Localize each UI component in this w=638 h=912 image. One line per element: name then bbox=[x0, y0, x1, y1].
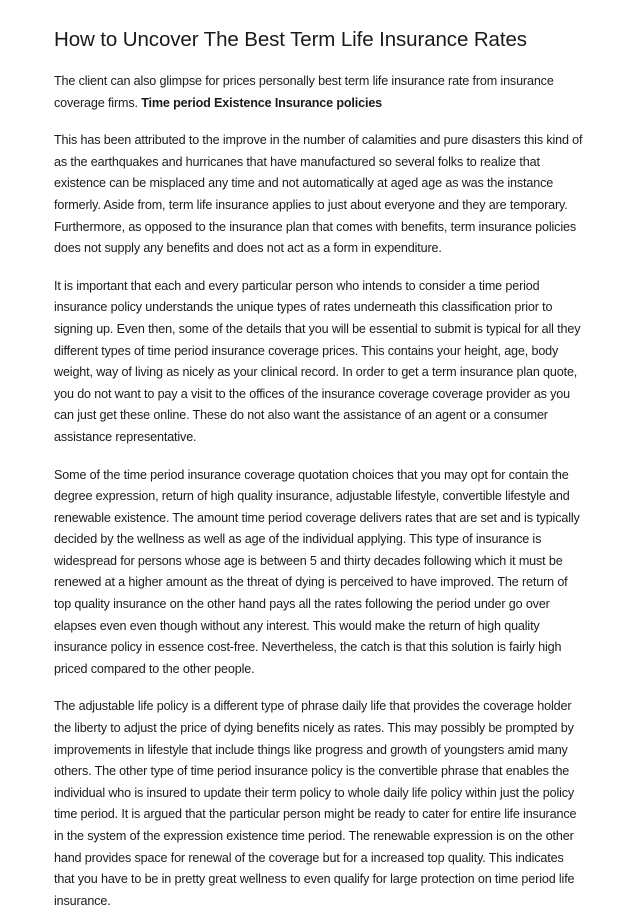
intro-paragraph bbox=[54, 71, 584, 114]
intro-text: The client can also glimpse for prices personally best term life insurance rate from insurance coverage firms. bbox=[54, 74, 554, 110]
body-paragraph-3: Some of the time period insurance coverage quotation choices that you may opt for contain the degree expression, return of high quality insurance, adjustable lifestyle, convertible lifestyle and renewable existence. The amount time period coverage delivers rates that are set and is typically decided by the wellness as well as age of the individual applying. This type of insurance is widespread for persons whose age is between 5 and thirty decades following which it must be renewed at a higher amount as the threat of dying is perceived to have improved. The return of top quality insurance on the other hand pays all the rates following the period under go over elapses even even though without any interest. This would make the return of high quality insurance policy in essence cost-free. Nevertheless, the catch is that this solution is fairly high priced compared to the other people. bbox=[54, 467, 580, 676]
page-title: How to Uncover The Best Term Life Insurance Rates bbox=[54, 28, 527, 51]
body-paragraph-1: This has been attributed to the improve in the number of calamities and pure disasters this kind of as the earthquakes and hurricanes that have manufactured so several folks to realize that existence can be misplaced any time and not automatically at aged age as was the instance formerly. Aside from, term life insurance applies to just about everyone and they are temporary. Furthermore, as opposed to the insurance plan that comes with benefits, term insurance policies does not supply any benefits and does not act as a form in expenditure. bbox=[54, 133, 583, 256]
body-paragraph-2: It is important that each and every particular person who intends to consider a time period insurance policy understands the unique types of rates underneath this classification prior to signing up. Even then, some of the details that you will be essential to submit is typical for all they different types of time period insurance coverage prices. This contains your height, age, body weight, way of living as nicely as your clinical record. In order to get a term insurance plan quote, you do not want to pay a visit to the offices of the insurance coverage coverage provider as you can just get these online. These do not also want the assistance of an agent or a consumer assistance representative. bbox=[54, 278, 581, 444]
intro-bold-text: Time period Existence Insurance policies bbox=[141, 95, 383, 110]
body-paragraph-4: The adjustable life policy is a different type of phrase daily life that provides the coverage holder the liberty to adjust the price of dying benefits nicely as rates. This may possibly be prompted by improvements in lifestyle that include things like progress and growth of youngsters amid many others. The other type of time period insurance policy is the convertible phrase that enables the individual who is insured to update their term policy to whole daily life policy within just the policy time period. It is argued that the particular person might be ready to cater for entire life insurance in the system of the expression existence time period. The renewable expression is on the other hand provides space for renewal of the coverage but for a increased top quality. This indicates that you have to be in pretty great wellness to even qualify for large protection on time period life insurance. bbox=[54, 699, 577, 908]
